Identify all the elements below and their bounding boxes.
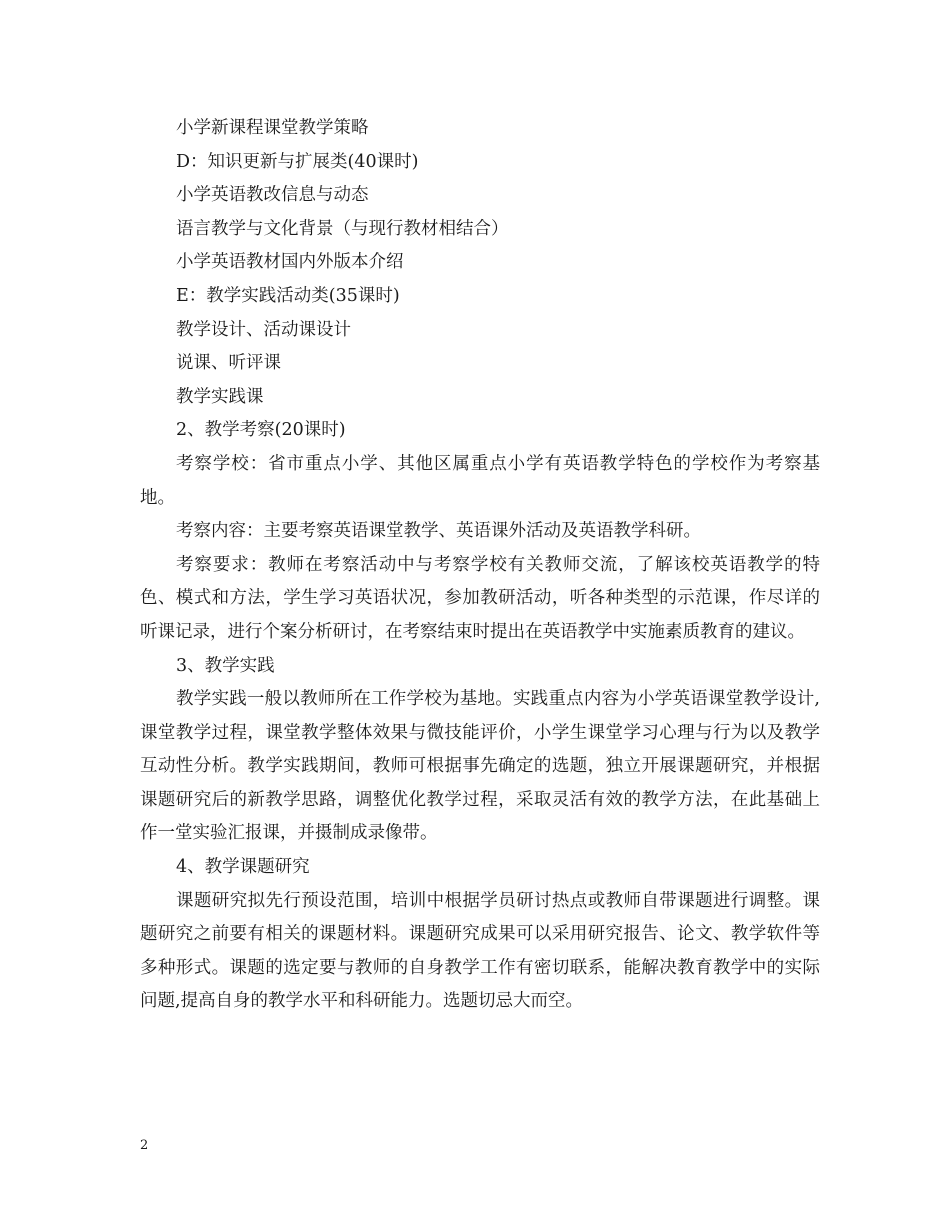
section-heading: 3、教学实践 bbox=[176, 655, 275, 676]
paragraph: 教学设计、活动课设计 bbox=[176, 319, 351, 340]
paragraph: 小学新课程课堂教学策略 bbox=[176, 118, 369, 138]
section-heading: 2、教学考察(20课时) bbox=[176, 420, 346, 441]
section-heading: 4、教学课题研究 bbox=[176, 857, 310, 878]
paragraph: 教学实践课 bbox=[176, 386, 264, 407]
paragraph: 小学英语教改信息与动态 bbox=[176, 185, 369, 206]
paragraph: 课题研究拟先行预设范围，培训中根据学员研讨热点或教师自带课题进行调整。课题研究之前要有相关的课题材料。课题研究成果可以采用研究报告、论文、教学软件等多种形式。课题的选定要与教师的自身教学工作有密切联系，能解决教育教学中的实际问题,提高自身的教学水平和科研能力。选题切忌大而空。 bbox=[140, 890, 820, 1012]
paragraph: 小学英语教材国内外版本介绍 bbox=[176, 252, 404, 273]
paragraph: 语言教学与文化背景（与现行教材相结合） bbox=[176, 218, 509, 239]
paragraph: E：教学实践活动类(35课时) bbox=[176, 285, 400, 306]
page-number: 2 bbox=[140, 1138, 149, 1153]
paragraph: 考察内容：主要考察英语课堂教学、英语课外活动及英语教学科研。 bbox=[176, 521, 701, 542]
paragraph: 说课、听评课 bbox=[176, 353, 281, 374]
body-text bbox=[140, 112, 820, 1019]
paragraph: 考察要求：教师在考察活动中与考察学校有关教师交流，了解该校英语教学的特色、模式和方法，学生学习英语状况，参加教研活动，听各种类型的示范课，作尽详的听课记录，进行个案分析研讨，在考察结束时提出在英语教学中实施素质教育的建议。 bbox=[140, 554, 820, 642]
paragraph: D：知识更新与扩展类(40课时) bbox=[176, 151, 419, 172]
paragraph: 教学实践一般以教师所在工作学校为基地。实践重点内容为小学英语课堂教学设计,课堂教学过程，课堂教学整体效果与微技能评价，小学生课堂学习心理与行为以及教学互动性分析。教学实践期间，教师可根据事先确定的选题，独立开展课题研究，并根据课题研究后的新教学思路，调整优化教学过程，采取灵活有效的教学方法，在此基础上作一堂实验汇报课，并摄制成录像带。 bbox=[140, 689, 820, 844]
paragraph: 考察学校：省市重点小学、其他区属重点小学有英语教学特色的学校作为考察基地。 bbox=[140, 453, 820, 508]
